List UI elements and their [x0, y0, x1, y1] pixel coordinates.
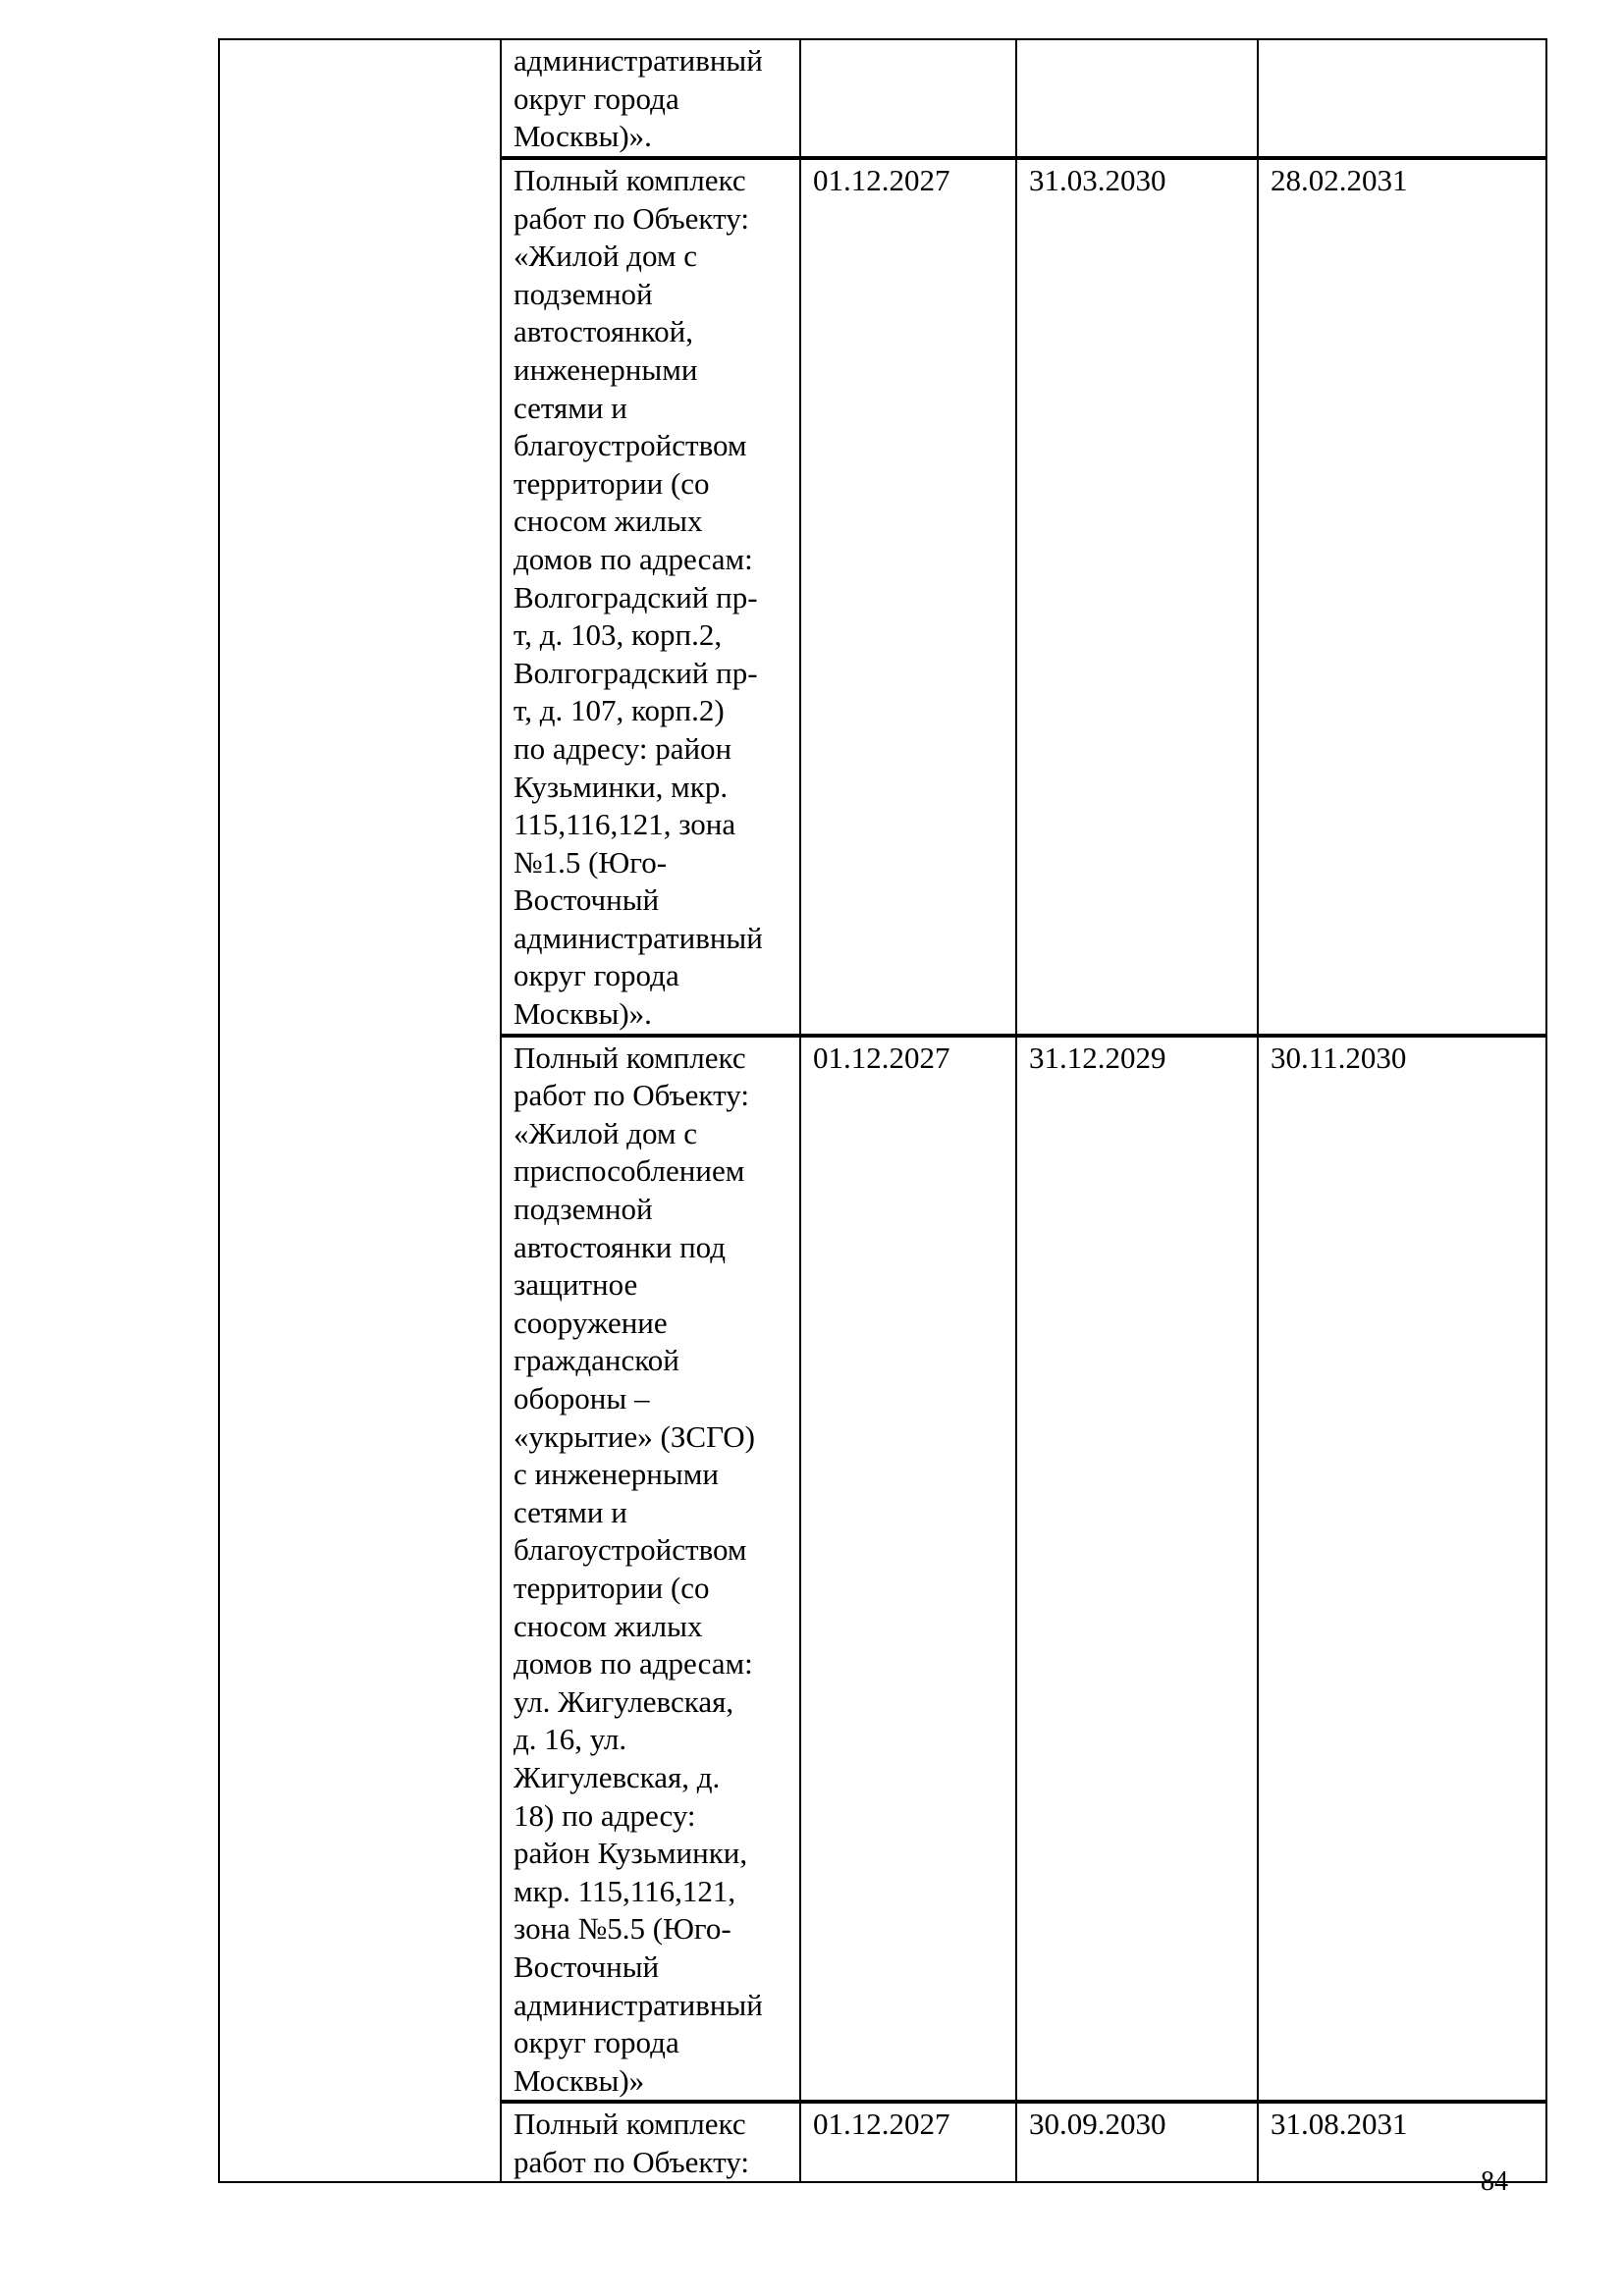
start-date-cell [800, 39, 1016, 158]
work-description-cell: Полный комплекс работ по Объекту: [501, 2102, 800, 2182]
work-description-cell: Полный комплекс работ по Объекту: «Жилой дом с приспособлением подземной автостоянки под защитное сооружение гражданской обороны – «укрытие» (ЗСГО) с инженерными сетями и благоустройством территории (со сносом жилых домов по адресам: ул. Жигулевская, д. 16, ул. Жигулевская, д. 18) по адресу: район Кузьминки, мкр. 115,116,121, зона №5.5 (Юго- Восточный административный округ города Москвы)» [501, 1036, 800, 2103]
mid-date-cell: 31.03.2030 [1016, 158, 1258, 1036]
work-description-cell: Полный комплекс работ по Объекту: «Жилой дом с подземной автостоянкой, инженерными сетями и благоустройством территории (со сносом жилых домов по адресам: Волгоградский пр- т, д. 103, корп.2, Волгоградский пр- т, д. 107, корп.2) по адресу: район Кузьминки, мкр. 115,116,121, зона №1.5 (Юго- Восточный административный округ города Москвы)». [501, 158, 800, 1036]
end-date-cell: 31.08.2031 [1258, 2102, 1546, 2182]
work-description-cell: административный округ города Москвы)». [501, 39, 800, 158]
table-row [219, 39, 1546, 158]
start-date-cell: 01.12.2027 [800, 158, 1016, 1036]
start-date-cell: 01.12.2027 [800, 2102, 1016, 2182]
merged-first-column-cell [219, 39, 501, 2182]
schedule-table [218, 38, 1547, 2183]
end-date-cell: 30.11.2030 [1258, 1036, 1546, 2103]
mid-date-cell: 31.12.2029 [1016, 1036, 1258, 2103]
start-date-cell: 01.12.2027 [800, 1036, 1016, 2103]
mid-date-cell: 30.09.2030 [1016, 2102, 1258, 2182]
end-date-cell: 28.02.2031 [1258, 158, 1546, 1036]
page-number: 84 [1481, 2166, 1508, 2197]
end-date-cell [1258, 39, 1546, 158]
mid-date-cell [1016, 39, 1258, 158]
